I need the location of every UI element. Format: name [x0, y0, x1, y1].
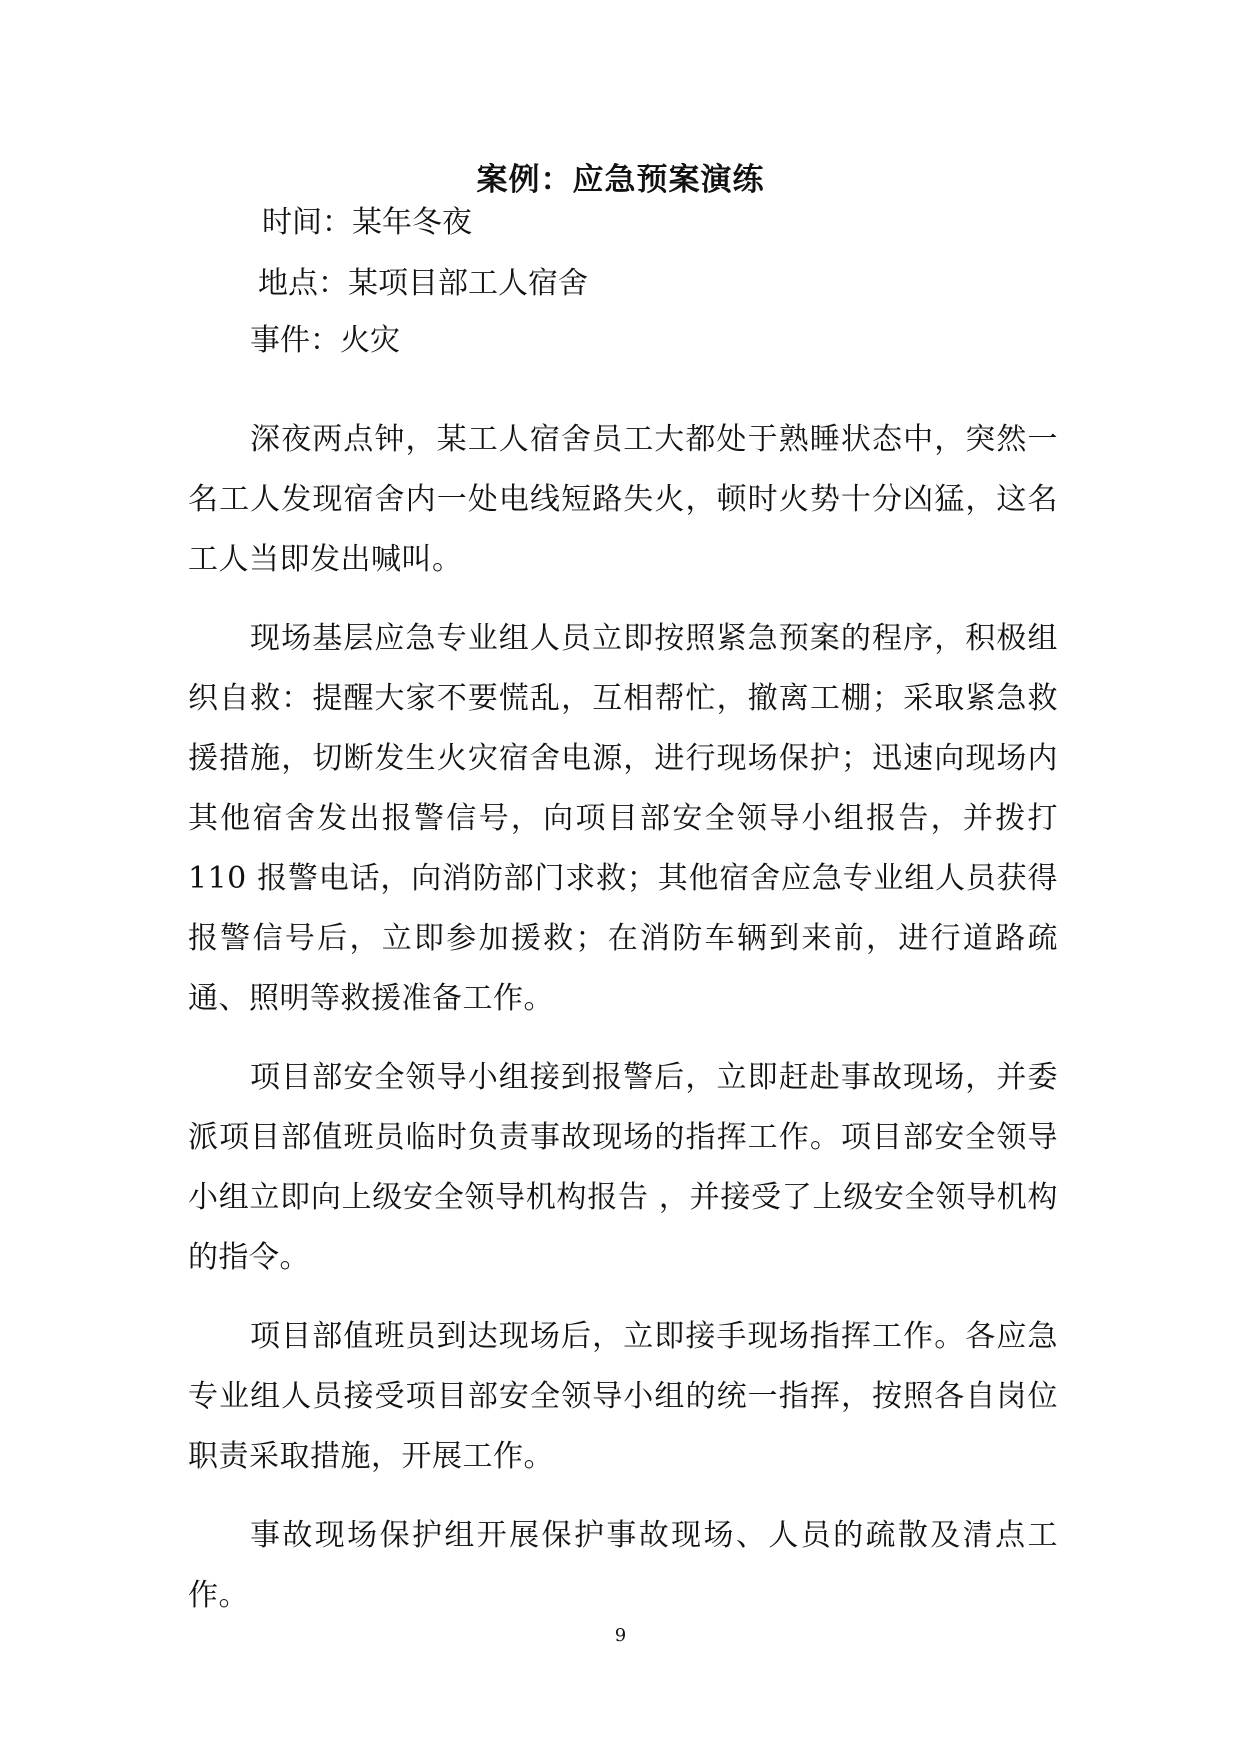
document-title: 案例：应急预案演练: [476, 162, 765, 198]
paragraph: 项目部安全领导小组接到报警后，立即赶赴事故现场，并委派项目部值班员临时负责事故现场的指挥工作。项目部安全领导小组立即向上级安全领导机构报告 ，并接受了上级安全领导机构的指令。: [188, 1060, 1058, 1275]
paragraph: 项目部值班员到达现场后，立即接手现场指挥工作。各应急专业组人员接受项目部安全领导小组的统一指挥，按照各自岗位职责采取措施，开展工作。: [188, 1319, 1058, 1474]
meta-time: 时间：某年冬夜: [262, 205, 472, 240]
paragraph: 现场基层应急专业组人员立即按照紧急预案的程序，积极组织自救：提醒大家不要慌乱，互相帮忙，撤离工棚；采取紧急救援措施，切断发生火灾宿舍电源，进行现场保护；迅速向现场内其他宿舍发出报警信号，向项目部安全领导小组报告，并拨打110 报警电话，向消防部门求救；其他宿舍应急专业组人员获得报警信号后，立即参加援救；在消防车辆到来前，进行道路疏通、照明等救援准备工作。: [188, 621, 1058, 1016]
paragraph: 事故现场保护组开展保护事故现场、人员的疏散及清点工作。: [188, 1518, 1058, 1613]
page-number: 9: [614, 1625, 627, 1646]
document-body: [188, 410, 1058, 1645]
meta-event: 事件：火灾: [250, 323, 400, 358]
paragraph: 深夜两点钟，某工人宿舍员工大都处于熟睡状态中，突然一名工人发现宿舍内一处电线短路失火，顿时火势十分凶猛，这名工人当即发出喊叫。: [188, 422, 1058, 577]
meta-place: 地点：某项目部工人宿舍: [258, 266, 588, 301]
